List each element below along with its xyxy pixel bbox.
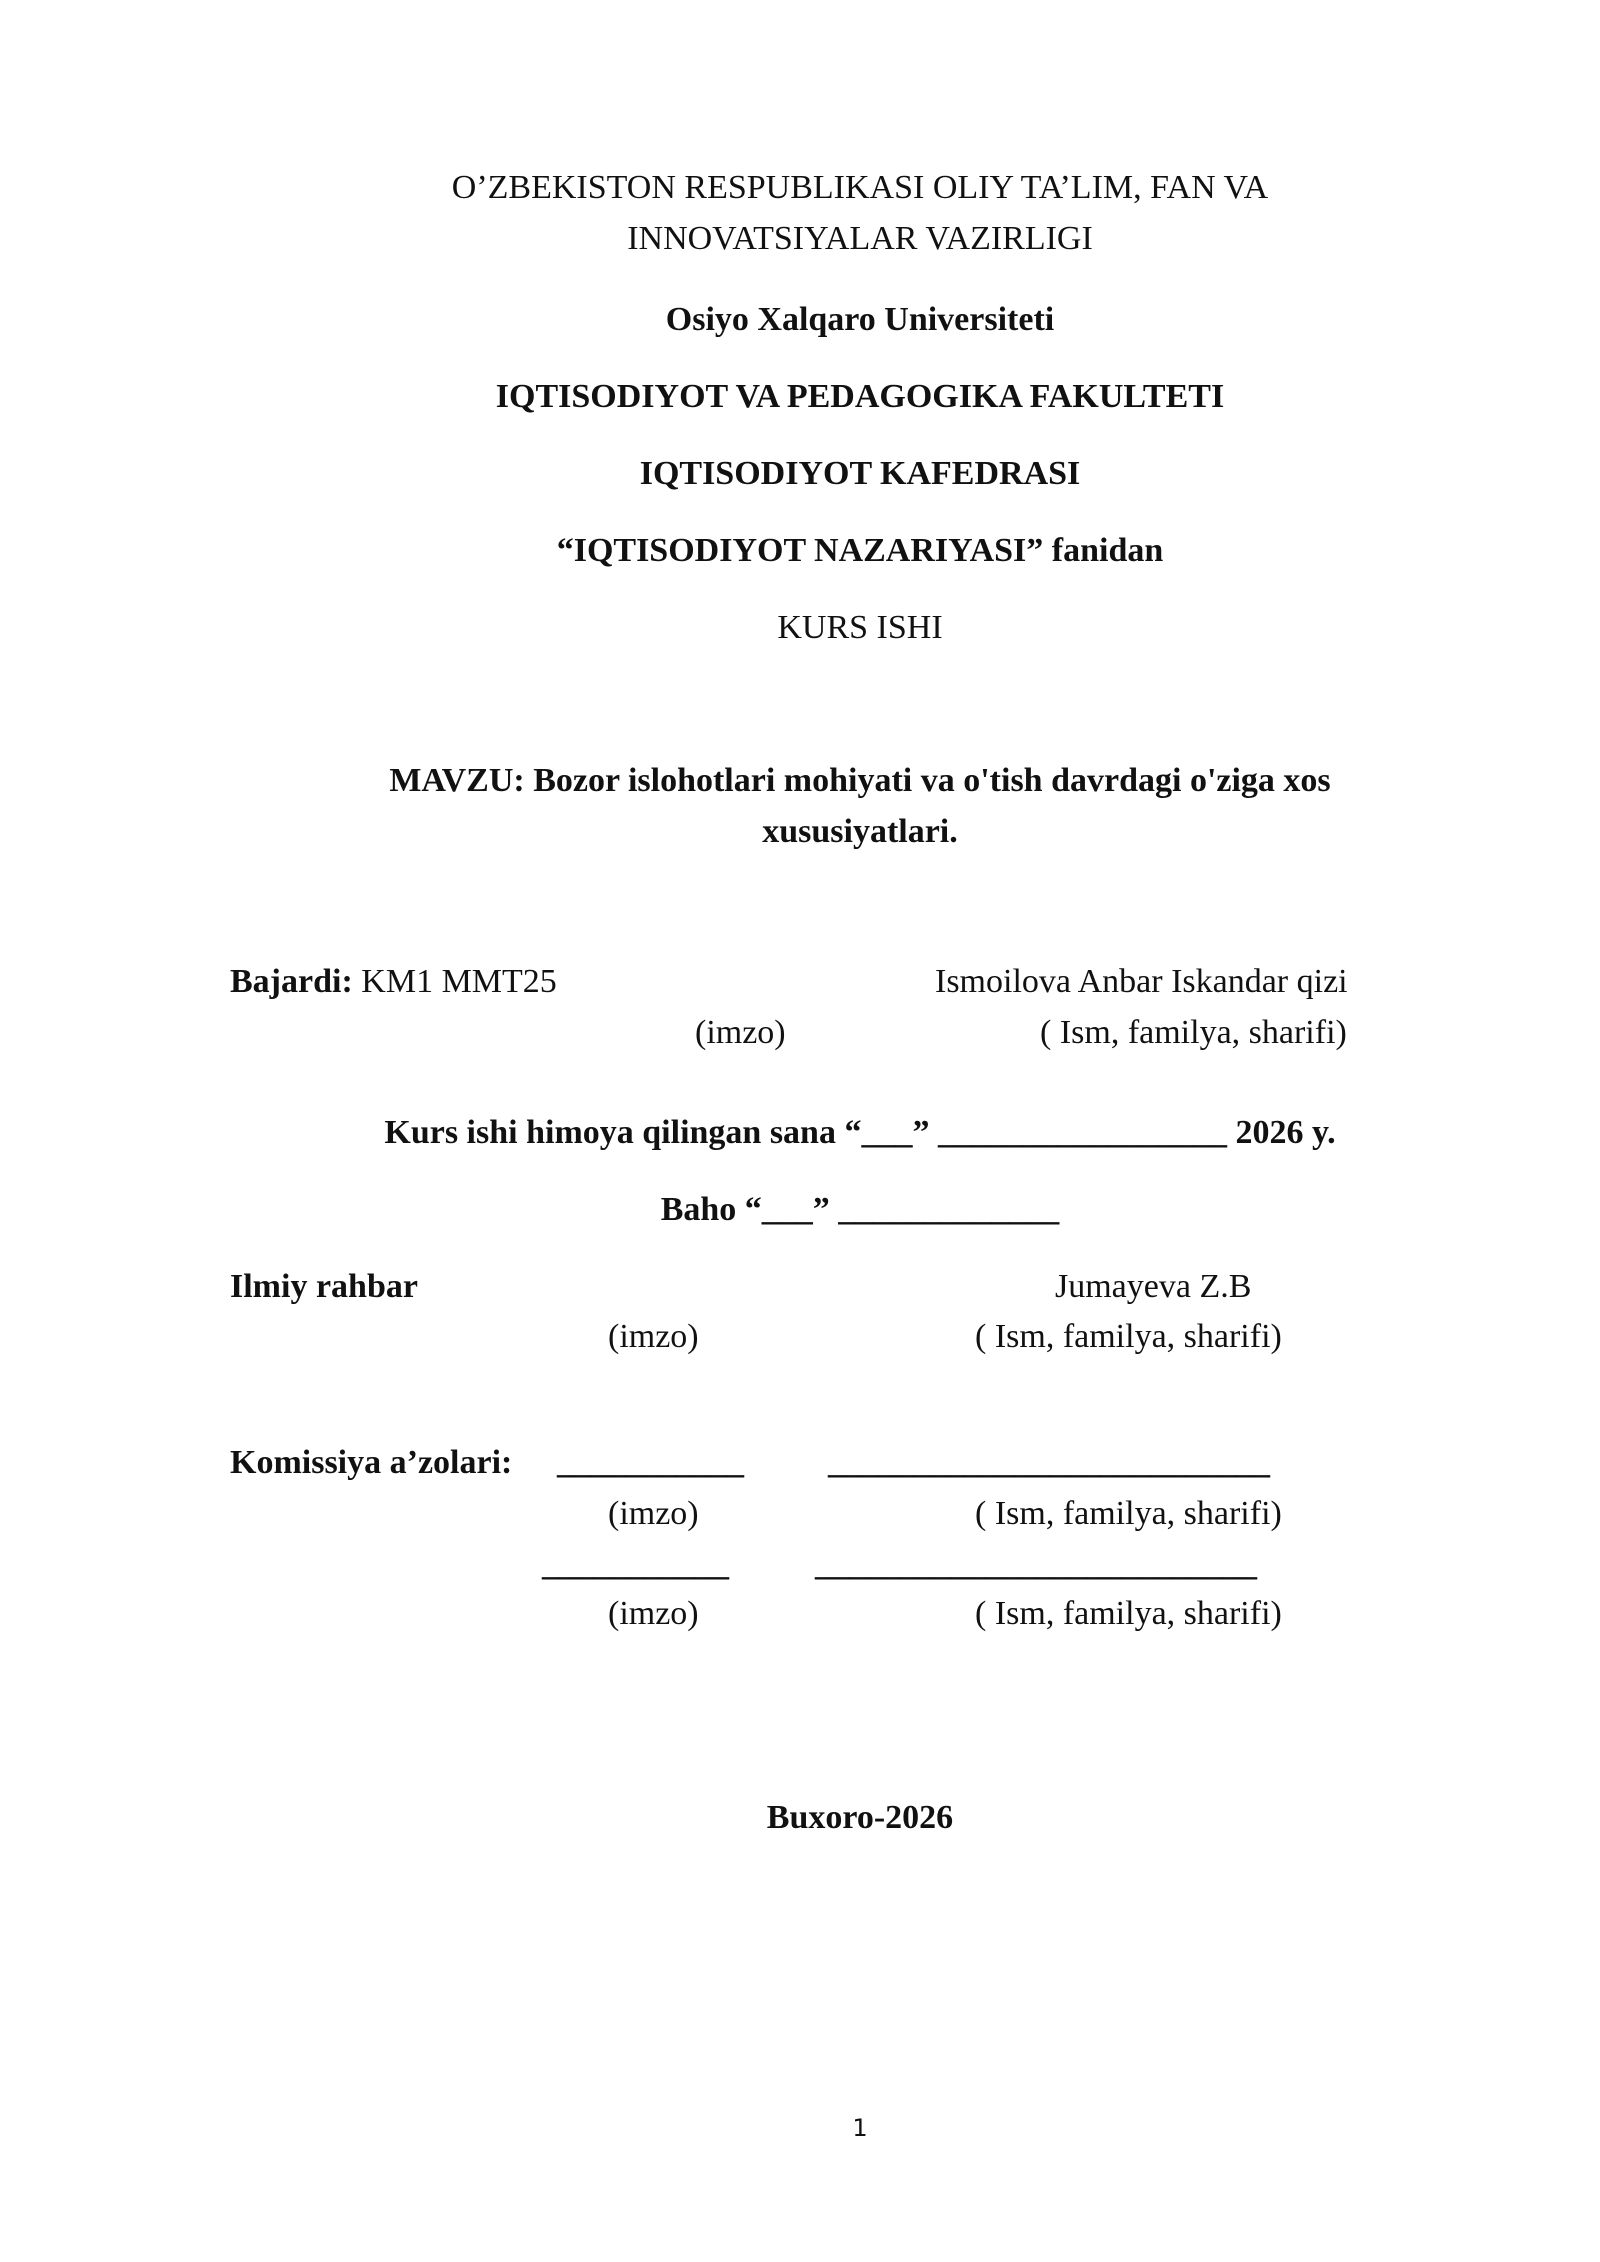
ministry-line-1: O’ZBEKISTON RESPUBLIKASI OLIY TA’LIM, FAN VA (451, 169, 1269, 206)
performer-label: Bajardi: (230, 963, 353, 1000)
commission-signature-caption: (imzo) (608, 1595, 699, 1632)
performer-name-caption: ( Ism, familya, sharifi) (1040, 1014, 1347, 1051)
department-name: IQTISODIYOT KAFEDRASI (639, 455, 1081, 492)
commission-signature-line: ___________ (557, 1444, 744, 1481)
topic-line-2: xususiyatlari. (762, 813, 958, 850)
grade-line: Baho “___” _____________ (660, 1191, 1060, 1228)
supervisor-name: Jumayeva Z.B (1055, 1268, 1252, 1305)
performer-signature-caption: (imzo) (695, 1014, 786, 1051)
commission-signature-line: ___________ (542, 1546, 729, 1583)
commission-name-caption: ( Ism, familya, sharifi) (975, 1495, 1282, 1532)
faculty-name: IQTISODIYOT VA PEDAGOGIKA FAKULTETI (495, 378, 1225, 415)
performer-name: Ismoilova Anbar Iskandar qizi (935, 963, 1348, 1000)
page-number: 1 (852, 2114, 868, 2142)
subject-title: “IQTISODIYOT NAZARIYASI” fanidan (556, 532, 1164, 569)
performer-group: KM1 MMT25 (361, 963, 557, 1000)
supervisor-label: Ilmiy rahbar (230, 1268, 418, 1305)
ministry-line-2: INNOVATSIYALAR VAZIRLIGI (627, 220, 1093, 257)
city-year: Buxoro-2026 (766, 1799, 954, 1836)
supervisor-name-caption: ( Ism, familya, sharifi) (975, 1318, 1282, 1355)
commission-name-line: __________________________ (815, 1546, 1257, 1583)
commission-label: Komissiya a’zolari: (230, 1444, 513, 1481)
performer-row (230, 965, 557, 999)
university-name: Osiyo Xalqaro Universiteti (665, 301, 1055, 338)
work-type: KURS ISHI (777, 609, 943, 646)
commission-signature-caption: (imzo) (608, 1495, 699, 1532)
commission-name-caption: ( Ism, familya, sharifi) (975, 1595, 1282, 1632)
defense-date: Kurs ishi himoya qilingan sana “___” _________________ 2026 y. (384, 1114, 1336, 1151)
supervisor-signature-caption: (imzo) (608, 1318, 699, 1355)
topic-line-1: MAVZU: Bozor islohotlari mohiyati va o'tish davrdagi o'ziga xos (389, 762, 1331, 799)
commission-name-line: __________________________ (828, 1444, 1270, 1481)
ministry-title (260, 162, 1460, 264)
